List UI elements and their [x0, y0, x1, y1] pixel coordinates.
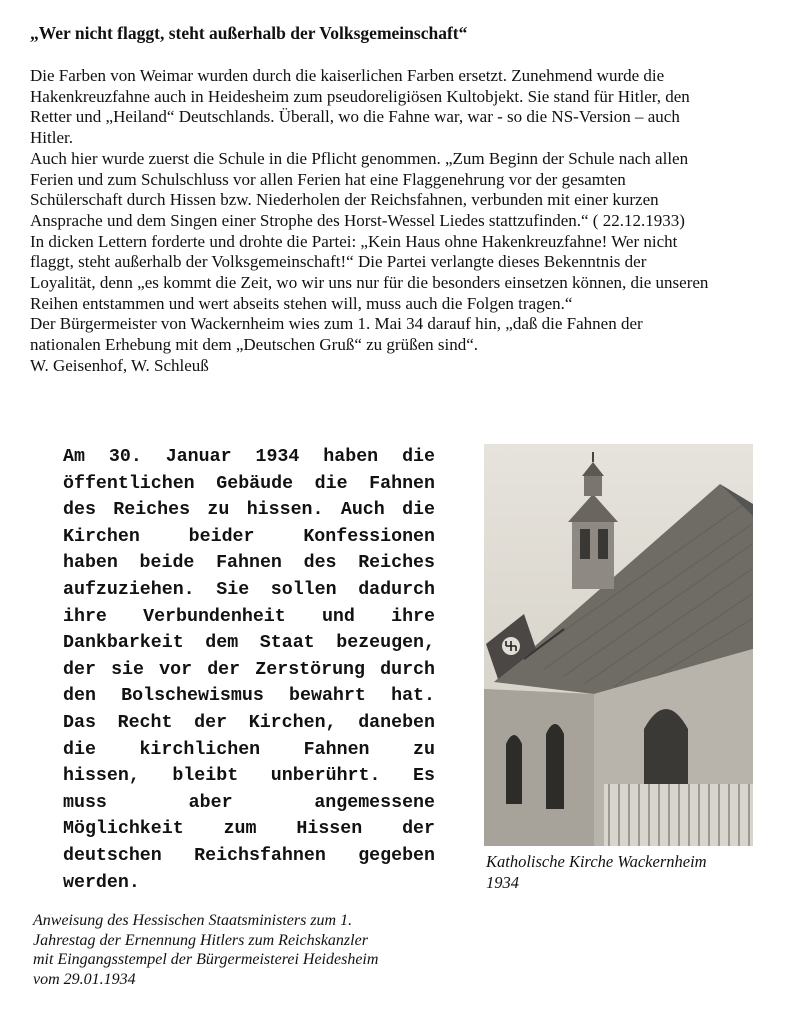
typewritten-decree: [63, 444, 435, 896]
body-line: Ansprache und dem Singen einer Strophe des Horst-Wessel Liedes stattzufinden.“ ( 22.12.1933): [30, 210, 685, 230]
body-line: Hakenkreuzfahne auch in Heidesheim zum pseudoreligiösen Kultobjekt. Sie stand für Hitler, den: [30, 86, 690, 106]
page-title: „Wer nicht flaggt, steht außerhalb der Volksgemeinschaft“: [30, 23, 468, 43]
church-photo: [484, 444, 753, 846]
author-line: W. Geisenhof, W. Schleuß: [30, 355, 209, 375]
body-line: Reihen entstammen und wert abseits stehen will, muss auch die Folgen tragen.“: [30, 293, 573, 313]
decree-line: Am 30. Januar 1934 haben die: [63, 447, 435, 467]
decree-caption: [33, 911, 473, 989]
decree-line: der sie vor der Zerstörung durch: [63, 659, 435, 680]
caption-line: mit Eingangsstempel der Bürgermeisterei Heidesheim: [33, 951, 379, 968]
photo-caption: [486, 851, 776, 893]
decree-line: werden.: [63, 872, 140, 893]
decree-line: öffentlichen Gebäude die Fahnen: [63, 473, 435, 494]
caption-line: Jahrestag der Ernennung Hitlers zum Reichskanzler: [33, 931, 368, 949]
church-photo-illustration: [484, 444, 753, 846]
body-line: Retter und „Heiland“ Deutschlands. Überall, wo die Fahne war, war - so die NS-Version – auch: [30, 107, 680, 127]
body-line: Auch hier wurde zuerst die Schule in die Pflicht genommen. „Zum Beginn der Schule nach allen: [30, 148, 689, 168]
decree-line: aufzuziehen. Sie sollen dadurch: [63, 579, 435, 600]
body-line: Der Bürgermeister von Wackernheim wies zum 1. Mai 34 darauf hin, „daß die Fahnen der: [30, 314, 643, 334]
body-line: flaggt, steht außerhalb der Volksgemeinschaft!“ Die Partei verlangte dieses Bekenntnis der: [30, 252, 647, 272]
caption-line: 1934: [486, 873, 519, 892]
caption-line: Anweisung des Hessischen Staatsministers zum 1.: [33, 912, 353, 929]
body-line: Loyalität, denn „es kommt die Zeit, wo wir uns nur für die besonders einsetzen können, die unseren: [30, 273, 709, 293]
caption-line: Katholische Kirche Wackernheim: [486, 852, 707, 871]
decree-line: muss aber angemessene: [63, 792, 435, 813]
decree-line: Möglichkeit zum Hissen der: [63, 819, 435, 840]
body-line: Schülerschaft durch Hissen bzw. Niederholen der Reichsfahnen, verbunden mit einer kurzen: [30, 190, 659, 210]
decree-line: des Reiches zu hissen. Auch die: [63, 500, 435, 521]
caption-line: vom 29.01.1934: [33, 970, 136, 988]
body-line: Ferien und zum Schulschluss vor allen Ferien hat eine Flaggenehrung vor der gesamten: [30, 169, 626, 189]
decree-line: ihre Verbundenheit und ihre: [63, 606, 435, 627]
decree-line: haben beide Fahnen des Reiches: [63, 553, 435, 574]
body-line: In dicken Lettern forderte und drohte die Partei: „Kein Haus ohne Hakenkreuzfahne! Wer nicht: [30, 231, 678, 251]
body-line: Hitler.: [30, 128, 73, 148]
decree-line: deutschen Reichsfahnen gegeben: [63, 845, 435, 866]
decree-line: Das Recht der Kirchen, daneben: [63, 712, 435, 733]
body-line: nationalen Erhebung mit dem „Deutschen Gruß“ zu grüßen sind“.: [30, 335, 479, 355]
decree-line: den Bolschewismus bewahrt hat.: [63, 686, 435, 707]
article-body: [30, 66, 790, 377]
body-line: Die Farben von Weimar wurden durch die kaiserlichen Farben ersetzt. Zunehmend wurde die: [30, 66, 665, 85]
decree-line: die kirchlichen Fahnen zu: [63, 739, 435, 760]
decree-line: hissen, bleibt unberührt. Es: [63, 766, 435, 787]
decree-line: Dankbarkeit dem Staat bezeugen,: [63, 633, 435, 654]
decree-line: Kirchen beider Konfessionen: [63, 526, 435, 547]
